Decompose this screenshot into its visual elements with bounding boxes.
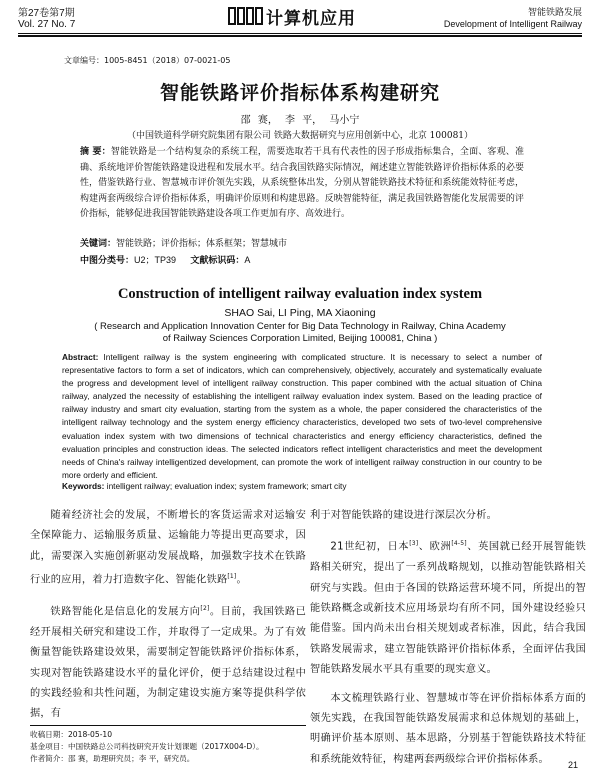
- clc-label: 中图分类号：: [80, 256, 135, 266]
- citation-ref: [4-5]: [451, 540, 467, 548]
- doc-code-value: A: [244, 255, 251, 265]
- abstract-en-label: Abstract:: [62, 352, 99, 362]
- keywords-en-label: Keywords:: [62, 481, 105, 491]
- footnotes: [30, 725, 306, 765]
- classification: [80, 253, 250, 266]
- authors-cn: 邵 赛， 李 平， 马小宁: [240, 115, 360, 126]
- abstract-en-text: Intelligent railway is the system engineering with complicated structure. It is necessary to select a number of representative factors to form a set of indicators, which can comprehensively, objectively, accurately and systematically evaluate the progress and development level of intelligent railway construction. This paper combined with the actual situation of China railway, analyzed the necessity of establishing the intelligent railway evaluation index system. Based on the leading practice of railway industry and smart city evaluation, starting from the system as a whole, the paper considered the characteristics of the intelligent railway technology and the system energy efficiency characteristics, developed two sets of two-level comprehensive evaluation index system with two dimensions of technical characteristics and energy efficiency characteristics, defined the evaluation principles and construction ideas. The selected indicators reflect intelligent characteristics and meet the development needs of China's railway intelligentized development, can promote the work of intelligent railway construction in our country to be more orderly and efficient.: [62, 352, 542, 480]
- column-info: [444, 8, 582, 30]
- title-en: Construction of intelligent railway evaluation index system: [117, 286, 483, 302]
- fund-info: 基金项目：中国铁路总公司科技研究开发计划课题（2017X004-D）。: [30, 742, 264, 751]
- body-paragraph: 21世纪初，日本[3]、欧洲[4-5]、英国就已经开展智能铁路相关研究，提出了一系列战略规划，以推动智能铁路相关研究与实践。但由于各国的铁路运营环境不同，所提出的智能铁路概念或新技术应用场景均有所不同，国外建设经验只能借鉴。国内尚未出台相关规划或者标准，因此，结合我国铁路发展需求，建立智能铁路评价指标体系，全面评估我国智能铁路发展水平具有重要的现实意义。: [310, 540, 586, 676]
- citation-ref: [2]: [200, 605, 210, 613]
- citation-ref: [3]: [409, 540, 419, 548]
- page-number: 21: [567, 760, 578, 770]
- received-date: 收稿日期：2018-05-10: [30, 730, 113, 739]
- keywords-cn: [80, 236, 287, 249]
- body-paragraph: 利于对智能铁路的建设进行深层次分析。: [310, 510, 497, 521]
- body-paragraph: 铁路智能化是信息化的发展方向[2]。目前，我国铁路已经开展相关研究和建设工作，并取得了一定成果。为了有效衡量智能铁路建设效果，需要制定智能铁路评价指标体系，实现对智能铁路建设水平的量化评价，便于总结建设过程中的实践经验和共性问题，为制定建设实施方案等提供科学依据，有: [30, 605, 306, 720]
- abstract-en: [62, 351, 542, 482]
- keywords-en-text: intelligent railway; evaluation index; system framework; smart city: [104, 481, 347, 491]
- affiliation-en: ( Research and Application Innovation Center for Big Data Technology in Railway, China Academy of Railway Sciences Corporation Limited, Beijing 100081, China ): [94, 321, 506, 344]
- title-cn: 智能铁路评价指标体系构建研究: [159, 82, 440, 104]
- body-paragraph: 随着经济社会的发展，不断增长的客货运需求对运输安全保障能力、运输服务质量、运输能力等提出更高要求，因此，需要深入实施创新驱动发展战略，加强数字技术在铁路行业的应用，着力打造数字化、智能化铁路[1]。: [30, 510, 306, 586]
- clc-value: U2；TP39: [134, 255, 177, 265]
- issue-cn: 第27卷第7期: [18, 8, 75, 19]
- issue-en: Vol. 27 No. 7: [18, 19, 76, 30]
- abstract-cn-label: 摘 要：: [80, 147, 111, 157]
- column-en: Development of Intelligent Railway: [443, 19, 582, 29]
- doc-code-label: 文献标识码：: [190, 256, 245, 266]
- journal-logo: [228, 5, 356, 27]
- header-rule-thick: [18, 35, 582, 37]
- author-bio: 作者简介：邵 赛，助理研究员；李 平，研究员。: [30, 754, 195, 763]
- abstract-cn: [80, 145, 524, 223]
- body-column-right: [310, 506, 586, 770]
- header-rule: [18, 33, 582, 34]
- journal-name: 计算机应用: [266, 8, 356, 29]
- abstract-cn-text: 智能铁路是一个结构复杂的系统工程，需要选取若干具有代表性的因子形成指标集合，全面、客观、准确、系统地评价智能铁路建设进程和发展水平。结合我国铁路实际情况，阐述建立智能铁路评价指标体系的必要性，借鉴铁路行业、智慧城市评价领先实践，从系统整体出发，分别从智能铁路技术特征和系统能效特征考虑，构建两套两级综合评价指标体系，明确评价原则和构建思路。反映智能特征，满足我国铁路智能化发展需要的评价指标，能够促进我国智能铁路建设各项工作更加有序、高效进行。: [80, 147, 524, 219]
- citation-ref: [1]: [227, 573, 237, 581]
- body-paragraph: 本文梳理铁路行业、智慧城市等在评价指标体系方面的领先实践，在我国智能铁路发展需求和总体规划的基础上，明确评价基本原则、基本思路，分别基于智能铁路技术特征和系统能效特征，构建两套两级综合评价指标体系。: [310, 692, 586, 765]
- column-cn: 智能铁路发展: [527, 8, 582, 18]
- issue-info: [18, 8, 75, 30]
- authors-en: SHAO Sai, LI Ping, MA Xiaoning: [224, 307, 376, 319]
- body-column-left: [30, 506, 306, 725]
- keywords-en: [62, 481, 347, 491]
- journal-logo-icon: [228, 7, 263, 25]
- keywords-cn-text: 智能铁路；评价指标；体系框架；智慧城市: [116, 239, 288, 249]
- affiliation-cn: （中国铁道科学研究院集团有限公司 铁路大数据研究与应用创新中心，北京 100081）: [126, 131, 474, 141]
- article-number: 文章编号：1005-8451（2018）07-0021-05: [64, 56, 231, 65]
- keywords-cn-label: 关键词：: [80, 239, 117, 249]
